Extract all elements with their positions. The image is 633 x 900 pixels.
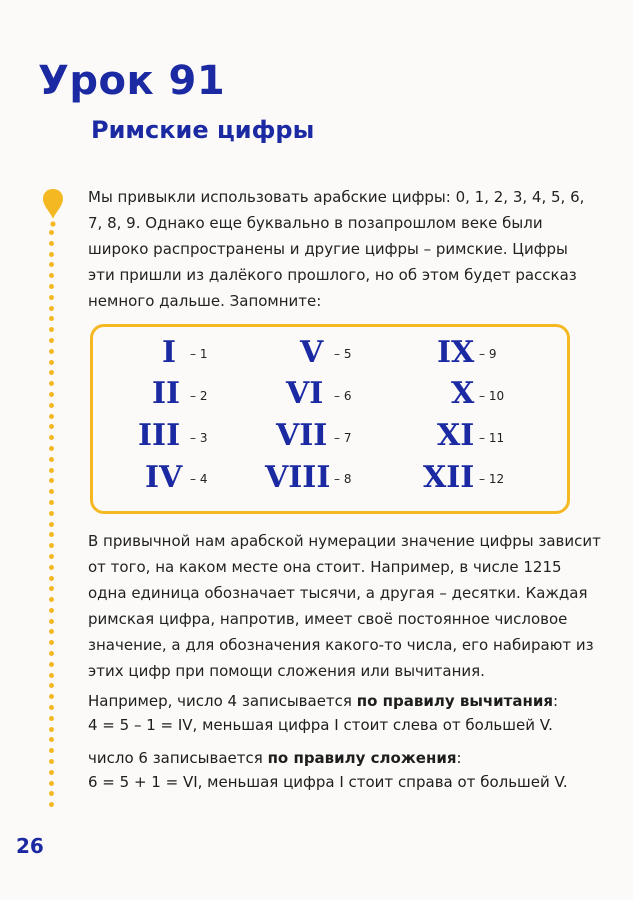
guide-dot [49,543,54,548]
example-text: Например, число 4 записывается [88,692,357,710]
guide-dot [49,381,54,386]
guide-dot [49,586,54,591]
dotted-guide-line [49,230,55,813]
numeral-value: – 4 [190,472,208,486]
guide-dot [49,273,54,278]
guide-dot [49,262,54,267]
guide-dot [49,316,54,321]
guide-dot [49,576,54,581]
numeral-value: – 8 [334,472,352,486]
guide-dot [49,511,54,516]
guide-dot [49,457,54,462]
guide-dot [49,608,54,613]
guide-dot [49,619,54,624]
roman-numeral: XI [437,418,475,453]
guide-dot [49,284,54,289]
numeral-value: – 6 [334,389,352,403]
example-addition-intro [88,746,462,770]
guide-dot [49,629,54,634]
guide-dot [49,360,54,365]
guide-dot [49,338,54,343]
lesson-subtitle: Римские цифры [91,116,315,144]
example-text: число 6 записывается [88,749,268,767]
guide-dot [49,522,54,527]
rule-name: по правилу сложения [267,749,457,767]
numeral-value: – 12 [479,472,505,486]
guide-dot [49,295,54,300]
guide-dot [49,694,54,699]
guide-dot [49,403,54,408]
roman-numeral: III [138,418,181,453]
example-subtraction-intro [88,689,558,713]
roman-numerals-table [90,324,570,514]
lesson-title: Урок 91 [38,58,226,104]
roman-numeral: IV [145,460,183,495]
guide-dot [49,349,54,354]
roman-numeral: XII [423,460,475,495]
numeral-value: – 11 [479,431,505,445]
roman-numeral: VII [276,418,328,453]
numeral-value: – 2 [190,389,208,403]
intro-paragraph: Мы привыкли использовать арабские цифры: 0, 1, 2, 3, 4, 5, 6, 7, 8, 9. Однако еще буквально в позапрошлом веке были широко распространены и другие цифры – римские. Цифры эти пришли из далёкого прошлого, но об этом будет рассказ немного дальше. Запомните: [88,188,585,310]
page-number: 26 [16,834,44,858]
example-subtraction-formula: 4 = 5 – 1 = IV, меньшая цифра I стоит слева от большей V. [88,716,553,734]
guide-dot [49,252,54,257]
guide-dot [49,802,54,807]
roman-numeral: I [162,335,177,370]
rule-name: по правилу вычитания [356,692,554,710]
roman-numeral: VIII [265,460,331,495]
roman-numeral: X [451,376,475,411]
guide-dot [49,489,54,494]
numeral-value: – 10 [479,389,505,403]
numeral-value: – 1 [190,347,208,361]
guide-dot [49,597,54,602]
guide-dot [49,446,54,451]
guide-dot [49,748,54,753]
guide-dot [49,640,54,645]
numeral-value: – 7 [334,431,352,445]
guide-dot [49,759,54,764]
map-pin-icon [42,188,64,228]
colon: : [456,749,462,767]
guide-dot [49,727,54,732]
roman-numeral: IX [437,335,475,370]
guide-dot [49,705,54,710]
explanation-paragraph: В привычной нам арабской нумерации значение цифры зависит от того, на каком месте она стоит. Например, в числе 1215 одна единица обозначает тысячи, а другая – десятки. Каждая римская цифра, напротив, имеет своё постоянное числовое значение, а для обозначения какого-то числа, его набирают из этих цифр при помощи сложения или вычитания. [88,532,601,680]
guide-dot [49,392,54,397]
example-addition-formula: 6 = 5 + 1 = VI, меньшая цифра I стоит справа от большей V. [88,773,568,791]
colon: : [553,692,559,710]
guide-dot [49,770,54,775]
guide-dot [49,424,54,429]
guide-dot [49,370,54,375]
guide-dot [49,241,54,246]
roman-numeral: VI [286,376,324,411]
guide-dot [49,306,54,311]
guide-dot [49,737,54,742]
guide-dot [49,500,54,505]
guide-dot [49,651,54,656]
guide-dot [49,468,54,473]
guide-dot [49,554,54,559]
guide-dot [49,435,54,440]
numeral-value: – 3 [190,431,208,445]
roman-numeral: II [152,376,181,411]
guide-dot [49,716,54,721]
guide-dot [49,478,54,483]
guide-dot [49,673,54,678]
roman-numeral: V [300,335,324,370]
guide-dot [49,781,54,786]
guide-dot [49,532,54,537]
numeral-value: – 9 [479,347,497,361]
guide-dot [49,327,54,332]
guide-dot [49,414,54,419]
guide-dot [49,791,54,796]
guide-dot [49,230,54,235]
guide-dot [49,565,54,570]
guide-dot [49,683,54,688]
guide-dot [49,662,54,667]
numeral-value: – 5 [334,347,352,361]
